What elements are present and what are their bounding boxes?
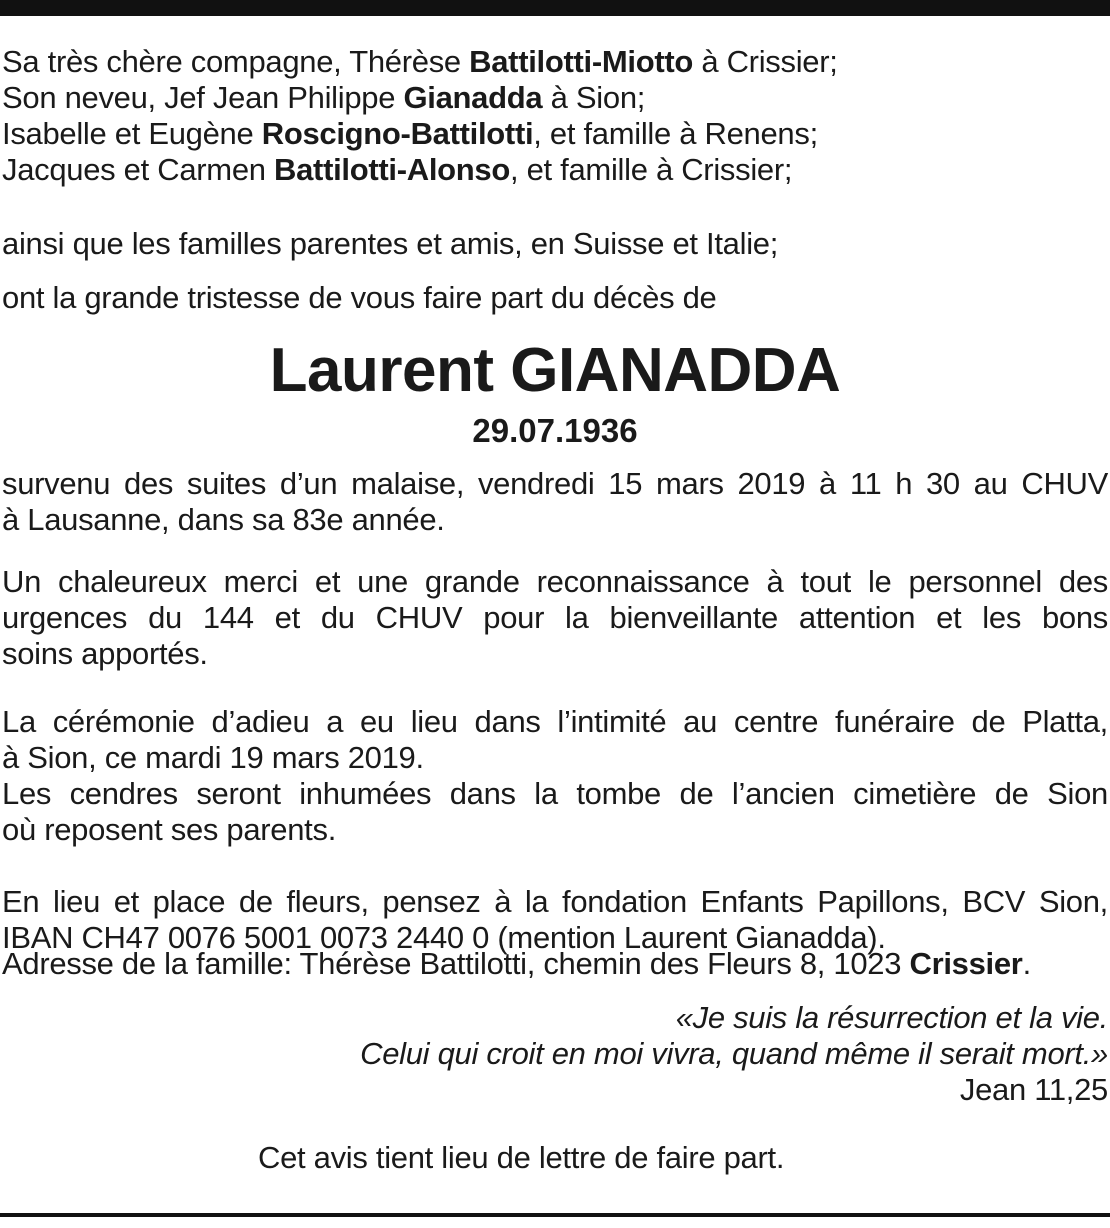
family-relation: Isabelle et Eugène: [2, 116, 262, 151]
birth-date: 29.07.1936: [472, 412, 638, 449]
paragraph-line: Les cendres seront inhumées dans la tombe de l’ancien cimetière de Sion: [2, 776, 1108, 811]
paragraph-line: soins apportés.: [2, 636, 208, 671]
paragraph-line: En lieu et place de fleurs, pensez à la fondation Enfants Papillons, BCV Sion,: [2, 884, 1108, 919]
family-line: [2, 80, 1108, 116]
family-place: , et famille à Renens;: [533, 116, 818, 151]
announce-line: [2, 280, 1108, 316]
address-town: Crissier: [909, 946, 1023, 981]
family-place: à Sion;: [542, 80, 646, 115]
family-relation: Sa très chère compagne, Thérèse: [2, 44, 470, 79]
paragraph-line: Un chaleureux merci et une grande reconnaissance à tout le personnel des: [2, 564, 1108, 599]
thanks-paragraph: [2, 564, 1108, 672]
address-text: Adresse de la famille: Thérèse Battilotti, chemin des Fleurs 8, 1023: [2, 946, 910, 981]
paragraph-line: IBAN CH47 0076 5001 0073 2440 0 (mention Laurent Gianadda).: [2, 920, 886, 955]
family-surname: Gianadda: [403, 80, 543, 115]
address-line: [2, 946, 1108, 982]
family-surname: Battilotti-Miotto: [469, 44, 694, 79]
bottom-rule: [0, 1213, 1110, 1217]
quote-text: Celui qui croit en moi vivra, quand même il serait mort.»: [360, 1036, 1108, 1071]
quote-line: [108, 1036, 1108, 1072]
family-address: [2, 946, 1108, 982]
relatives-text: ainsi que les familles parentes et amis, en Suisse et Italie;: [2, 226, 779, 261]
family-surname: Roscigno-Battilotti: [261, 116, 534, 151]
top-rule: [0, 0, 1110, 16]
family-line: [2, 44, 1108, 80]
paragraph-line: urgences du 144 et du CHUV pour la bienveillante attention et les bons: [2, 600, 1108, 635]
family-relation: Son neveu, Jef Jean Philippe: [2, 80, 404, 115]
family-line: [2, 116, 1108, 152]
ceremony-paragraph: [2, 704, 1108, 848]
address-end: .: [1022, 946, 1031, 981]
death-paragraph: [2, 466, 1108, 538]
family-place: , et famille à Crissier;: [509, 152, 793, 187]
quote-reference: Jean 11,25: [959, 1072, 1108, 1107]
paragraph-line: La cérémonie d’adieu a eu lieu dans l’intimité au centre funéraire de Platta,: [2, 704, 1108, 739]
paragraph-line: à Sion, ce mardi 19 mars 2019.: [2, 740, 424, 775]
family-line: [2, 152, 1108, 188]
paragraph-line: à Lausanne, dans sa 83e année.: [2, 502, 445, 537]
family-list: [2, 44, 1108, 188]
quote-text: «Je suis la résurrection et la vie.: [675, 1000, 1108, 1035]
family-relation: Jacques et Carmen: [2, 152, 275, 187]
bible-quote: [108, 1000, 1108, 1108]
quote-line: [108, 1000, 1108, 1036]
family-surname: Battilotti-Alonso: [274, 152, 510, 187]
paragraph-line: survenu des suites d’un malaise, vendredi 15 mars 2019 à 11 h 30 au CHUV: [2, 466, 1108, 501]
deceased-name: Laurent GIANADDA: [269, 336, 841, 405]
closing-note: Cet avis tient lieu de lettre de faire part.: [258, 1140, 785, 1175]
announce-text: ont la grande tristesse de vous faire part du décès de: [2, 280, 717, 315]
family-place: à Crissier;: [693, 44, 838, 79]
paragraph-line: où reposent ses parents.: [2, 812, 337, 847]
relatives-line: [2, 226, 1108, 262]
